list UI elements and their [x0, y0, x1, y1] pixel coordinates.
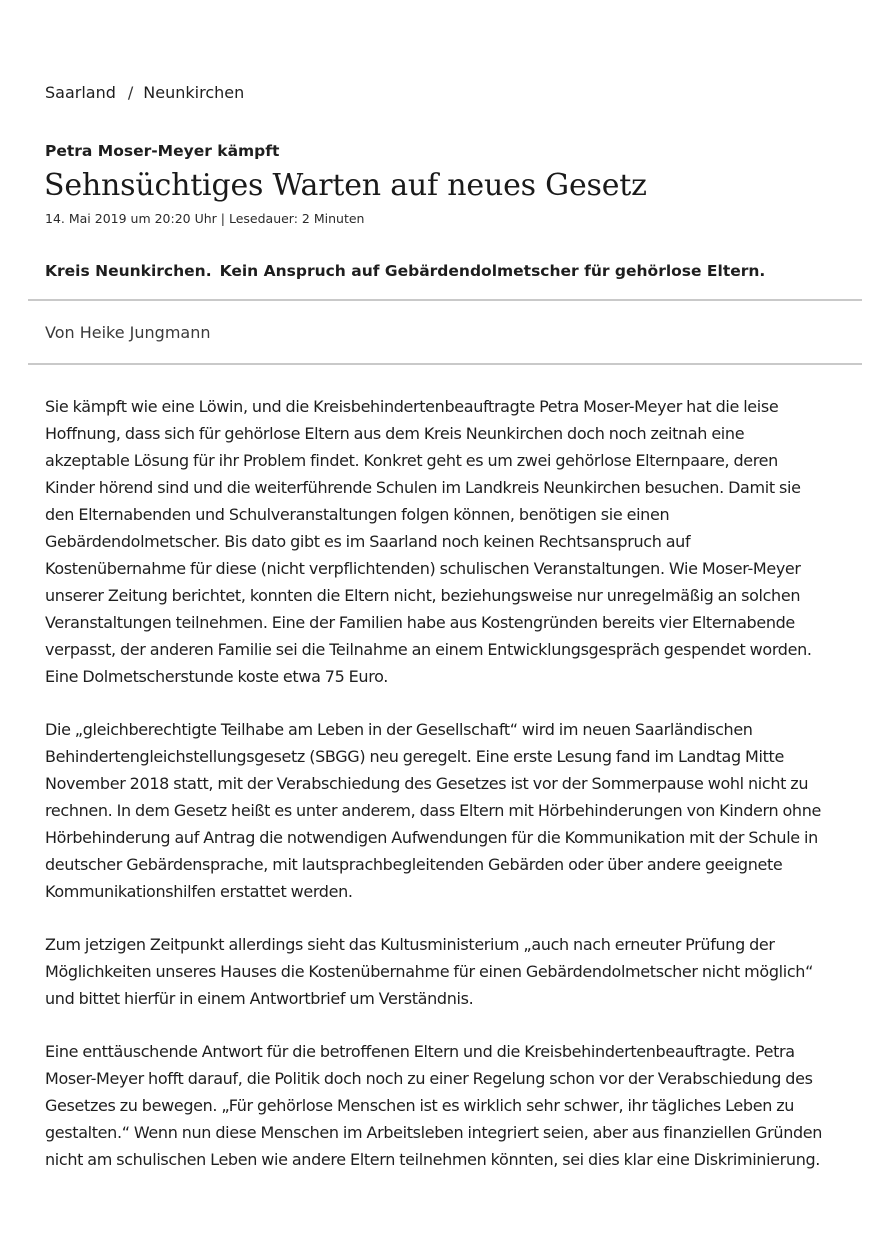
teaser-text: Kein Anspruch auf Gebärdendolmetscher für gehörlose Eltern. [219, 262, 766, 280]
article-headline: Sehnsüchtiges Warten auf neues Gesetz [44, 168, 647, 203]
paragraph-line: unserer Zeitung berichtet, konnten die Eltern nicht, beziehungsweise nur unregelmäßig an solchen [45, 586, 801, 605]
paragraph-line: deutscher Gebärdensprache, mit lautsprachbegleitenden Gebärden oder über andere geeignete [45, 855, 783, 874]
paragraph-line: gestalten.“ Wenn nun diese Menschen im Arbeitsleben integriert seien, aber aus finanziellen Gründen [45, 1123, 823, 1142]
paragraph-line: Möglichkeiten unseres Hauses die Kostenübernahme für einen Gebärdendolmetscher nicht möglich“ [45, 962, 814, 981]
paragraph-line: Behindertengleichstellungsgesetz (SBGG) neu geregelt. Eine erste Lesung fand im Landtag Mitte [45, 747, 784, 766]
paragraph-line: verpasst, der anderen Familie sei die Teilnahme an einem Entwicklungsgespräch gespendet worden. [45, 640, 812, 659]
paragraph-line: Gesetzes zu bewegen. „Für gehörlose Menschen ist es wirklich sehr schwer, ihr tägliches Leben zu [45, 1096, 795, 1115]
article-meta: 14. Mai 2019 um 20:20 Uhr | Lesedauer: 2 Minuten [45, 211, 365, 226]
article-body [45, 393, 845, 1199]
article-author: Von Heike Jungmann [45, 323, 211, 342]
breadcrumb-link-saarland[interactable]: Saarland [45, 83, 116, 102]
paragraph-line: akzeptable Lösung für ihr Problem findet. Konkret geht es um zwei gehörlose Elternpaare, deren [45, 451, 778, 470]
breadcrumb-link-neunkirchen[interactable]: Neunkirchen [143, 83, 245, 102]
paragraph-line: Hörbehinderung auf Antrag die notwendigen Aufwendungen für die Kommunikation mit der Schule in [45, 828, 818, 847]
paragraph-line: Moser-Meyer hofft darauf, die Politik doch noch zu einer Regelung schon vor der Verabschiedung des [45, 1069, 813, 1088]
paragraph-line: Sie kämpft wie eine Löwin, und die Kreisbehindertenbeauftragte Petra Moser-Meyer hat die leise [45, 397, 779, 416]
teaser-location: Kreis Neunkirchen. [45, 262, 212, 280]
paragraph-line: rechnen. In dem Gesetz heißt es unter anderem, dass Eltern mit Hörbehinderungen von Kindern ohne [45, 801, 821, 820]
paragraph-line: Eine enttäuschende Antwort für die betroffenen Eltern und die Kreisbehindertenbeauftragte. Petra [45, 1042, 795, 1061]
article-paragraph-1 [45, 393, 845, 690]
paragraph-line: Kinder hörend sind und die weiterführende Schulen im Landkreis Neunkirchen besuchen. Damit sie [45, 478, 801, 497]
divider-top [28, 299, 862, 301]
paragraph-line: Gebärdendolmetscher. Bis dato gibt es im Saarland noch keinen Rechtsanspruch auf [45, 532, 691, 551]
paragraph-line: den Elternabenden und Schulveranstaltungen folgen können, benötigen sie einen [45, 505, 670, 524]
divider-bottom [28, 363, 862, 365]
paragraph-line: Kostenübernahme für diese (nicht verpflichtenden) schulischen Veranstaltungen. Wie Moser-Meyer [45, 559, 801, 578]
paragraph-line: November 2018 statt, mit der Verabschiedung des Gesetzes ist vor der Sommerpause wohl nicht zu [45, 774, 809, 793]
paragraph-line: Die „gleichberechtigte Teilhabe am Leben in der Gesellschaft“ wird im neuen Saarländischen [45, 720, 753, 739]
paragraph-line: Hoffnung, dass sich für gehörlose Eltern aus dem Kreis Neunkirchen doch noch zeitnah eine [45, 424, 745, 443]
article-teaser [45, 260, 765, 282]
article-kicker: Petra Moser-Meyer kämpft [45, 142, 280, 160]
paragraph-line: nicht am schulischen Leben wie andere Eltern teilnehmen könnten, sei dies klar eine Diskriminierung. [45, 1150, 821, 1169]
article-paragraph-2 [45, 716, 845, 905]
paragraph-line: Eine Dolmetscherstunde koste etwa 75 Euro. [45, 667, 388, 686]
article-paragraph-3 [45, 931, 845, 1012]
paragraph-line: Zum jetzigen Zeitpunkt allerdings sieht das Kultusministerium „auch nach erneuter Prüfung der [45, 935, 775, 954]
breadcrumb [45, 82, 244, 104]
breadcrumb-separator: / [127, 83, 134, 102]
article-paragraph-4 [45, 1038, 845, 1173]
paragraph-line: Veranstaltungen teilnehmen. Eine der Familien habe aus Kostengründen bereits vier Elternabende [45, 613, 795, 632]
paragraph-line: Kommunikationshilfen erstattet werden. [45, 882, 353, 901]
paragraph-line: und bittet hierfür in einem Antwortbrief um Verständnis. [45, 989, 474, 1008]
